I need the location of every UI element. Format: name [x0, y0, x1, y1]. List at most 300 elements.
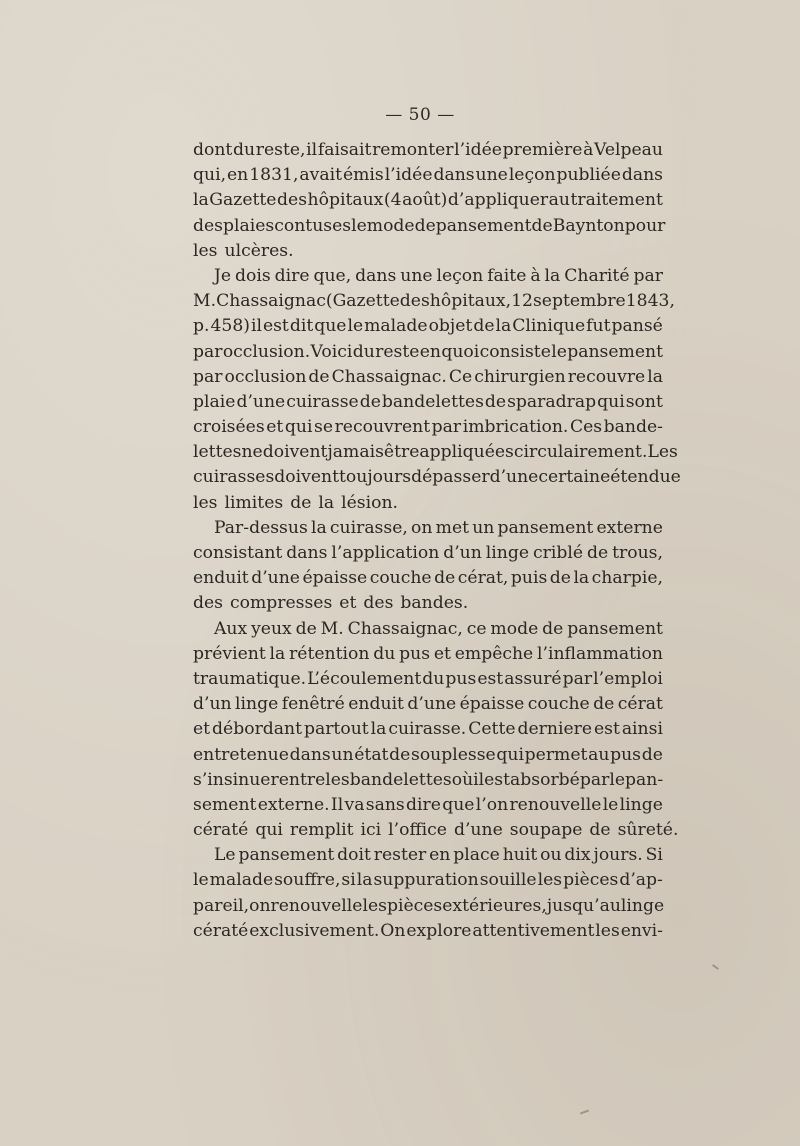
word: à [530, 265, 541, 286]
word: l’on [475, 794, 509, 815]
word: quoi [441, 341, 480, 362]
word: externe [596, 517, 663, 538]
word: M. [193, 291, 217, 312]
word: pansement [435, 215, 532, 236]
word: Chassaignac. [331, 366, 447, 387]
word: entre [278, 769, 326, 790]
word: le [193, 870, 209, 891]
word: met [435, 517, 470, 538]
word: M. [320, 618, 344, 639]
word: derniere [517, 719, 592, 740]
word: sont [625, 391, 663, 412]
word: l’idée [384, 165, 433, 186]
word: de [549, 568, 571, 589]
word: la [310, 517, 327, 538]
word: Clinique [512, 316, 586, 337]
word: l’office [388, 820, 447, 841]
word: se [314, 417, 334, 438]
word: limites [224, 492, 284, 513]
word: émis [342, 165, 384, 186]
word: publiée [556, 165, 621, 186]
text-line [193, 289, 675, 314]
word: dans [621, 165, 663, 186]
word: est [477, 668, 504, 689]
word: souplesse [411, 744, 496, 765]
word: L’écoulement [307, 668, 422, 689]
word: cératé [193, 820, 249, 841]
word: criblé [532, 543, 583, 563]
word: la [370, 719, 387, 740]
word: appliquées [419, 442, 514, 463]
word: le [347, 316, 364, 337]
word: par [562, 668, 593, 689]
word: 1843, [625, 291, 675, 312]
word: renouvelle [509, 794, 602, 815]
word: pièces [386, 895, 443, 916]
word: l’idée [454, 140, 502, 160]
word: il [473, 769, 485, 790]
word: la [647, 366, 663, 387]
word: être [383, 442, 420, 463]
word: la [193, 190, 209, 211]
text-line [193, 566, 663, 591]
text-line [193, 692, 663, 717]
word: d’un [443, 543, 482, 563]
word: va [344, 794, 365, 815]
text-line [193, 415, 663, 440]
word: ou [540, 845, 562, 866]
word: doit [337, 845, 371, 866]
word: état [354, 744, 389, 765]
word: absorbé [510, 769, 580, 790]
text-line [193, 214, 666, 239]
word: dix [564, 845, 591, 866]
word: le [551, 341, 567, 362]
word: faisait [317, 140, 372, 160]
word: 458) [210, 316, 250, 337]
word: des [277, 190, 308, 211]
word: (4 [383, 190, 402, 211]
word: est [484, 769, 511, 790]
word: Chassaignac, [347, 618, 463, 639]
word: jours. [593, 845, 643, 866]
word: d’une [453, 820, 503, 841]
word: du [422, 668, 445, 689]
word: de [308, 366, 330, 387]
word: de [414, 215, 436, 236]
word: de [434, 568, 456, 589]
word: enduit [348, 694, 404, 715]
text-line [193, 390, 663, 415]
word: le [602, 794, 619, 815]
word: Voici [310, 341, 353, 362]
word: charpie, [591, 568, 663, 589]
word: Cette [468, 719, 516, 740]
word: ulcères. [224, 240, 294, 261]
word: prévient [193, 643, 266, 664]
word: qui [597, 391, 625, 412]
word: de [531, 215, 553, 236]
word: remonter [372, 140, 454, 160]
word: consiste [479, 341, 551, 362]
word: en [419, 341, 441, 362]
text-line [193, 617, 663, 642]
word: bandelettes [381, 391, 484, 412]
word: la [318, 492, 335, 513]
word: est [262, 316, 289, 337]
text-line [193, 264, 663, 289]
word: par [633, 265, 663, 286]
word: cérat [617, 694, 663, 715]
text-line [193, 239, 663, 264]
word: du [373, 643, 396, 664]
word: un [331, 744, 354, 765]
word: pansé [611, 316, 663, 337]
word: lettes [193, 442, 242, 463]
word: et [339, 593, 357, 614]
word: pus [445, 668, 477, 689]
word: par [579, 769, 610, 790]
text-line [193, 642, 663, 667]
word: Baynton [552, 215, 625, 236]
word: externe. [257, 794, 330, 815]
word: linge [620, 895, 665, 916]
word: est [593, 719, 620, 740]
word: Ces [569, 417, 603, 438]
word: dans [289, 744, 331, 765]
word: toujours [339, 467, 412, 488]
word: les [595, 920, 620, 941]
word: ce [466, 618, 487, 639]
word: fut [586, 316, 611, 337]
word: d’une [236, 391, 286, 412]
word: cuirasse, [329, 517, 408, 538]
word: souffre, [274, 870, 341, 891]
body-text [193, 138, 681, 944]
word: extérieures, [442, 895, 547, 916]
word: empêche [454, 643, 534, 664]
text-line [193, 717, 663, 742]
word: 1831, [249, 165, 299, 186]
word: bandelettes [349, 769, 452, 790]
text-line [193, 843, 663, 868]
word: qui, [193, 165, 227, 186]
word: enduit [193, 568, 249, 589]
word: au [548, 190, 570, 211]
word: recouvrent [334, 417, 431, 438]
word: la [269, 643, 286, 664]
word: et [266, 417, 284, 438]
word: attentivement [472, 920, 595, 941]
word: Je [214, 265, 232, 286]
word: yeux [251, 618, 292, 639]
word: assuré [504, 668, 562, 689]
word: de [589, 820, 611, 841]
text-line [193, 163, 663, 188]
word: où [451, 769, 474, 790]
text-line [193, 340, 663, 365]
word: qui [284, 417, 313, 438]
word: pansement [497, 517, 594, 538]
word: chirurgien [474, 366, 566, 387]
word: leçon [508, 165, 556, 186]
word: jusqu’au [546, 895, 621, 916]
word: cérat, [457, 568, 509, 589]
word: on [411, 517, 433, 538]
word: la [356, 870, 373, 891]
word: pan- [625, 769, 664, 790]
word: les [193, 492, 218, 513]
text-line [193, 188, 663, 213]
word: si [341, 870, 356, 891]
word: de [542, 618, 564, 639]
word: exclusivement. [249, 920, 380, 941]
word: lésion. [341, 492, 399, 513]
word: à [583, 140, 594, 160]
word: que, [313, 265, 352, 286]
word: au [588, 744, 610, 765]
word: huit [502, 845, 538, 866]
word: en [429, 845, 451, 866]
word: dans [355, 265, 397, 286]
word: ne [241, 442, 263, 463]
page-number: — 50 — [385, 105, 455, 125]
word: de [641, 744, 663, 765]
word: épaisse [302, 568, 368, 589]
word: plaie [193, 391, 236, 412]
word: la [544, 265, 561, 286]
word: compresses [230, 593, 333, 614]
word: de [484, 391, 507, 412]
word: du [352, 341, 375, 362]
text-line [193, 894, 663, 919]
word: dont [193, 140, 233, 160]
word: linge [485, 543, 530, 563]
text-line [193, 818, 679, 843]
word: traumatique. [193, 668, 307, 689]
word: le [609, 769, 625, 790]
word: doivent [274, 467, 340, 488]
word: partout [303, 719, 369, 740]
word: ainsi [621, 719, 663, 740]
word: que [314, 316, 347, 337]
word: faite [487, 265, 527, 286]
word: pour [624, 215, 666, 236]
word: de [295, 618, 317, 639]
word: couche [369, 568, 432, 589]
text-line [193, 743, 663, 768]
word: s’insinuer [193, 769, 279, 790]
word: Ce [448, 366, 473, 387]
word: dépasser [411, 467, 490, 488]
word: d’un [193, 694, 232, 715]
word: il [250, 316, 262, 337]
text-line [193, 465, 681, 490]
word: dire [274, 265, 310, 286]
word: dire [406, 794, 441, 815]
word: Les [647, 442, 678, 463]
word: de [290, 492, 312, 513]
word: occlusion [224, 366, 307, 387]
word: Charité [564, 265, 630, 286]
word: Il [330, 794, 344, 815]
word: épaisse [459, 694, 525, 715]
word: jamais [327, 442, 384, 463]
word: ici [360, 820, 382, 841]
word: pansement [567, 618, 663, 639]
word: pus [610, 744, 642, 765]
word: plaies [223, 215, 275, 236]
word: imbrication. [462, 417, 569, 438]
word: envi- [620, 920, 663, 941]
word: une [475, 165, 508, 186]
word: remplit [289, 820, 354, 841]
word: Par-dessus [214, 517, 308, 538]
word: 12 [511, 291, 533, 312]
word: des [363, 593, 394, 614]
word: fenêtré [281, 694, 345, 715]
text-line [193, 365, 663, 390]
word: puis [510, 568, 548, 589]
word: objet [428, 316, 473, 337]
word: sans [365, 794, 405, 815]
word: traitement [570, 190, 663, 211]
word: rétention [289, 643, 370, 664]
word: cuirasse [286, 391, 359, 412]
word: les [537, 870, 563, 891]
word: on [249, 895, 271, 916]
word: doivent [262, 442, 328, 463]
word: soupape [509, 820, 583, 841]
word: de [389, 744, 411, 765]
word: pansement [567, 341, 663, 362]
word: rester [373, 845, 427, 866]
word: bandes. [400, 593, 469, 614]
word: des [399, 291, 430, 312]
text-line [193, 314, 663, 339]
text-line [193, 138, 663, 163]
word: cératé [193, 920, 249, 941]
word: de [359, 391, 381, 412]
word: d’appliquer [447, 190, 549, 211]
word: les [325, 769, 350, 790]
word: (Gazette [325, 291, 400, 312]
word: consistant [193, 543, 283, 563]
word: circulairement. [513, 442, 648, 463]
word: entretenue [193, 744, 289, 765]
word: couche [527, 694, 590, 715]
word: une [400, 265, 433, 286]
word: malade [364, 316, 428, 337]
text-line [193, 793, 663, 818]
word: sûreté. [617, 820, 679, 841]
word: en [227, 165, 249, 186]
word: dans [286, 543, 328, 563]
word: reste, [255, 140, 306, 160]
word: avait [299, 165, 342, 186]
word: il [306, 140, 318, 160]
word: Velpeau [594, 140, 663, 160]
word: place [453, 845, 500, 866]
word: septembre [532, 291, 626, 312]
text-line [193, 667, 663, 692]
word: malade [209, 870, 274, 891]
word: certaine [538, 467, 611, 488]
word: de [586, 543, 609, 563]
word: suppuration [373, 870, 479, 891]
word: leçon [436, 265, 484, 286]
word: par [193, 366, 223, 387]
word: recouvre [567, 366, 646, 387]
word: mode [366, 215, 415, 236]
word: l’emploi [593, 668, 663, 689]
word: la [495, 316, 512, 337]
word: contuses [274, 215, 352, 236]
word: que [442, 794, 475, 815]
word: de [593, 694, 615, 715]
text-line [193, 591, 663, 616]
word: par [193, 341, 223, 362]
word: des [193, 593, 223, 614]
word: renouvelle [270, 895, 363, 916]
word: linge [619, 794, 663, 815]
text-line [193, 919, 663, 944]
word: reste [375, 341, 420, 362]
word: des [193, 215, 223, 236]
word: p. [193, 316, 210, 337]
word: et [433, 643, 451, 664]
text-line [193, 516, 663, 541]
word: d’une [489, 467, 539, 488]
word: l’application [331, 543, 440, 563]
word: le [351, 215, 367, 236]
paper-speck [712, 964, 719, 970]
word: sparadrap [507, 391, 597, 412]
word: Gazette [209, 190, 277, 211]
text-line [193, 541, 663, 566]
word: hôpitaux, [429, 291, 512, 312]
word: linge [235, 694, 279, 715]
word: trous, [612, 543, 663, 563]
word: croisées [193, 417, 265, 438]
text-line [193, 768, 663, 793]
word: explore [406, 920, 472, 941]
word: occlusion. [222, 341, 311, 362]
word: souille [479, 870, 537, 891]
word: première [502, 140, 583, 160]
word: les [362, 895, 387, 916]
word: un [472, 517, 495, 538]
word: débordant [212, 719, 303, 740]
word: pièces [563, 870, 619, 891]
word: bande- [603, 417, 663, 438]
word: Le [214, 845, 236, 866]
word: qui [255, 820, 283, 841]
word: l’inflammation [537, 643, 663, 664]
word: la [573, 568, 590, 589]
word: hôpitaux [307, 190, 384, 211]
word: pareil, [193, 895, 250, 916]
word: Si [645, 845, 663, 866]
word: par [431, 417, 462, 438]
word: Chassaignac [216, 291, 326, 312]
word: pansement [238, 845, 335, 866]
word: mode [490, 618, 539, 639]
word: dois [235, 265, 271, 286]
word: d’ap- [619, 870, 663, 891]
word: pus [399, 643, 431, 664]
text-line [193, 440, 678, 465]
